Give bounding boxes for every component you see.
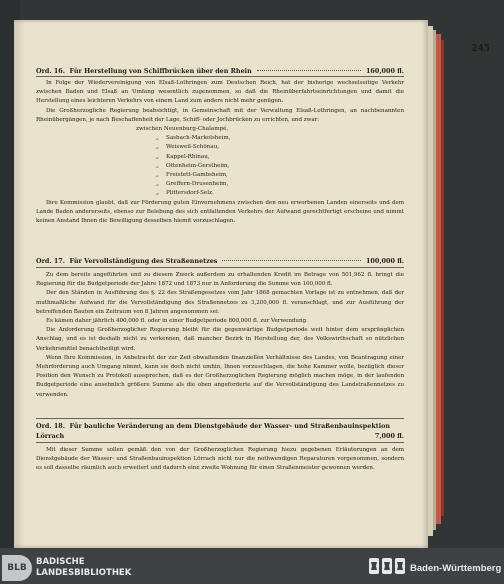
places-intro: zwischen Neuenburg-Chalampé, — [136, 126, 229, 133]
section-16-heading — [36, 66, 404, 76]
binding-edge-dark — [441, 40, 444, 516]
section-17-amount: 100,000 fl. — [365, 257, 404, 265]
heading-rule-top — [36, 418, 404, 419]
bw-wordmark[interactable]: Baden-Württemberg — [410, 563, 502, 574]
section-17-title: Für Vervollständigung des Straßennetzes — [69, 257, 218, 265]
section-17-para-5: Wenn Ihre Kommission, in Anbetracht der zur Zeit obwaltenden finanziellen Verhältnisse des Landes, von Beantragung einer Mehrforderung auch Umgang nimmt, kann sie doch nicht umhin, Ihnen vorzuschlagen, die hohe Kammer wolle, bezüglich dieser Position den Wunsch zu Protokoll aussprechen, daß es der Großherzoglichen Regierung möglich machen möge, in der laufenden Budgetperiode eine ansehnlich größere Summe als die oben angeforderte auf die Vervollständigung des Landstraßennetzes zu verwenden. — [36, 354, 404, 398]
section-17-para-2: Der den Ständen in Ausführung des §. 22 des Straßengesetzes vom Jahr 1868 gemachten Vorlage ist zu entnehmen, daß der muthmaßliche Aufwand für die Vervollständigung des Straßennetzes zu 3,200,000 fl. veranschlagt, und zur Ausführung der betreffenden Bauten ein Zeitraum von 8 Jahren angenommen sei. — [36, 290, 404, 315]
leader-dots — [257, 70, 361, 71]
section-16-para-2: Die Großherzogliche Regierung beabsichtigt, in Gemeinschaft mit der Verwaltung Elsaß-Lothringen, an nachbenannten Rheinübergängen, je nach Beschaffenheit der Lage, Schiff- oder Jochbrücken zu errichten, und zwar: — [36, 107, 404, 123]
section-18-amount: 7,000 fl. — [374, 432, 404, 440]
section-17-label: Ord. 17. — [36, 257, 65, 265]
section-16-label: Ord. 16. — [36, 67, 65, 75]
heading-rule — [36, 442, 404, 443]
heading-rule — [36, 76, 404, 77]
section-16-para-1: In Folge der Wiedervereinigung von Elsaß-Lothringen zum Deutschen Reich, hat der bisherige wechselseitige Verkehr zwischen Baden und Elsaß an Umfang wesentlich zugenommen, so daß die Rheinüberfahrtseinrichtungen und damit die Herstellung eines leichteren Verkehrs von einem Land zum andere nicht mehr genügen. — [36, 80, 404, 105]
section-17-para-3: Es kämen daher jährlich 400,000 fl. oder in einer Budgetperiode 800,000 fl. zur Verwendung. — [46, 318, 308, 325]
place-list-item: „ Greffern-Drusenheim, — [156, 181, 229, 188]
section-16-para-3: Ihre Kommission glaubt, daß zur Förderung guten Einvernehmens zwischen den neu erworbenen Landen einerseits und dem Lande Baden andererseits, ebenso zur Belebung des sich entfaltenden Verkehrs der Aufwand gerechtfertigt erscheine und nimmt keinen Anstand Ihnen die Bewilligung desselben hiemit vorzuschlagen. — [36, 199, 404, 225]
section-16-title: Für Herstellung von Schiffbrücken über den Rhein — [69, 67, 252, 75]
blb-logo-icon[interactable]: BLB — [2, 555, 32, 581]
place-list-item: „ Kappel-Rhinau, — [156, 153, 210, 160]
section-18-heading — [36, 421, 404, 441]
blb-line-1: BADISCHE — [36, 557, 85, 567]
place-list-item: „ Weisweil-Schönau, — [156, 144, 220, 151]
place-list-item: „ Sasbach-Markolsheim, — [156, 135, 231, 142]
place-list-item: „ Ottenheim-Gerstheim, — [156, 162, 230, 169]
place-list-item: „ Plittersdorf-Selz. — [156, 190, 214, 197]
section-18-title: Für bauliche Veränderung an dem Dienstgebäude der Wasser- und Straßenbauinspektion Lörrach — [36, 422, 391, 440]
section-16-amount: 160,000 fl. — [365, 67, 404, 75]
section-16 — [36, 66, 404, 226]
section-18 — [36, 418, 404, 474]
section-18-para-1: Mit dieser Summe sollen gemäß den von der Großherzoglichen Regierung hiezu gegebenen Erläuterungen an dem Dienstgebäude der Wasser- und Straßenbauinspektion Lörrach nicht nur die nothwendigen Reparaturen vorgenommen, sondern es soll dasselbe räumlich auch erweitert und dadurch eine zweite Wohnung für einen Straßenmeister gewonnen werden. — [36, 447, 404, 472]
leader-dots — [222, 260, 361, 261]
section-17-heading — [36, 256, 404, 266]
blb-line-2: LANDESBIBLIOTHEK — [36, 568, 132, 578]
heading-rule — [36, 267, 404, 268]
page-number: 245 — [471, 44, 490, 54]
section-17-para-1: Zu dem bereits angeführten und zu diesem Zweck außerdem zu erhaltenden Kredit im Betrage von 501,962 fl. bringt die Regierung für die Budgetperiode der Jahre 1872 und 1873 nur in Anforderung die Summe von 100,000 fl. — [36, 272, 404, 288]
section-17 — [36, 256, 404, 400]
bw-lions-icon[interactable] — [368, 556, 406, 576]
section-17-para-4: Die Anforderung Großherzoglicher Regierung bleibt für die gegenwärtige Budgetperiode weit hinter dem ursprünglichen Anschlag, und es ist deshalb nicht zu verkennen, daß mancher Bezirk in Herstellung der, des Volkswirthschaft so nützlichen Verkehrsmittel benachtheiligt wird. — [36, 327, 404, 352]
blb-wordmark[interactable] — [36, 557, 131, 579]
section-18-label: Ord. 18. — [36, 422, 65, 430]
place-list-item: „ Freistett-Gambsheim, — [156, 172, 228, 179]
